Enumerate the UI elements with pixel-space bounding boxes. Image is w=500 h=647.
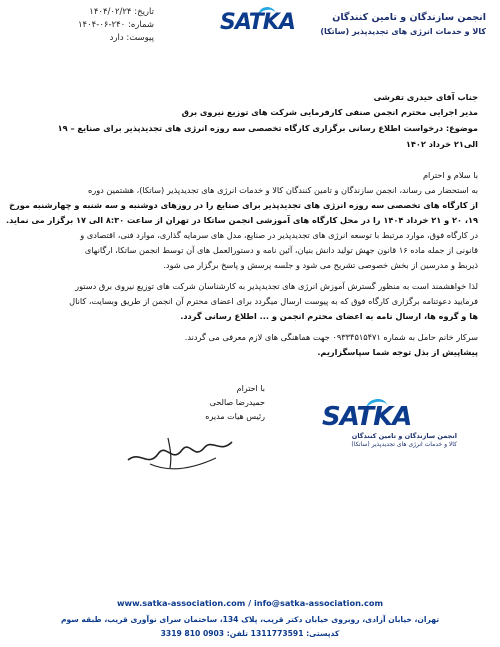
letter-body [6, 168, 478, 360]
footer-contact: کدپستی: 1311773591 تلفن: 0903 810 3319 [160, 629, 340, 638]
stamp-line2: کالا و خدمات انرژی های تجدیدپذیر (ساتکا) [351, 441, 457, 448]
paragraph-1-line: از کارگاه های تخصصی سه روزه انرژی های تجدیدپذیر برای صنایع را در روزهای دوشنبه و سه شنبه و چهارشنبه مورخ [9, 200, 478, 210]
paragraph-1-line: قانونی از جمله ماده ۱۶ قانون جهش تولید دانش بنیان، آئین نامه و دستورالعمل های آن توسط انجمن ساتکا، ارگانهای [84, 245, 478, 255]
signature-block [145, 382, 265, 424]
stamp-logo [300, 398, 475, 454]
paragraph-1-line: ذیربط و مدرسین از بخش خصوصی تشریح می شود و جلسه پرسش و پاسخ برگزار می شود. [163, 260, 478, 270]
letter-meta [14, 6, 154, 45]
header-logo [210, 6, 492, 46]
letter-attachment: پیوست: دارد [109, 33, 154, 43]
paragraph-2-line: لذا خواهشمند است به منظور گسترش آموزش انرژی های تجدیدپذیر به کارشناسان شرکت های توزیع نیروی برق دستور [75, 281, 478, 291]
letter-heading [22, 90, 478, 152]
closing: با احترام [236, 384, 265, 393]
logo-wordmark: SATKA [220, 10, 295, 35]
paragraph-2-line: ها و گروه ها، ارسال نامه به اعضای محترم انجمن و ... اطلاع رسانی گردد. [180, 311, 478, 321]
subject-line-cont: الی۲۱ خرداد ۱۴۰۲ [405, 139, 478, 149]
signer-name: حمیدرضا صالحی [209, 398, 265, 407]
paragraph-2-line: فرمایید دعوتنامه برگزاری کارگاه فوق که به پیوست ارسال میگردد برای اعضای محترم آن انجمن از طریق وبسایت، کانال [69, 296, 478, 306]
paragraph-1-line: در کارگاه فوق، موارد مرتبط با توسعه انرژی های تجدیدپذیر در صنایع، مدل های سرمایه گذاری، موارد فنی، اقتصادی و [80, 230, 478, 240]
paragraph-1-line: ۱۹، ۲۰ و ۲۱ خرداد ۱۴۰۴ را در محل کارگاه های آموزشی انجمن ساتکا در تهران از ساعت ۸:۳۰ الی ۱۷ برگزار می نماید. [6, 215, 478, 225]
footer [0, 598, 500, 647]
recipient-name: جناب آقای حیدری تفرشی [373, 92, 478, 102]
signer-title: رئیس هیات مدیره [205, 412, 265, 421]
org-name-line1: انجمن سازندگان و تامین کنندگان [332, 12, 486, 23]
letter-date: تاریخ: ۱۴۰۴/۰۲/۲۴ [89, 7, 154, 17]
paragraph-4: پیشاپیش از بذل توجه شما سپاسگزاریم. [317, 347, 478, 357]
stamp-wordmark: SATKA [322, 402, 412, 432]
handwritten-signature [120, 420, 240, 480]
footer-address: تهران، خیابان آزادی، روبروی خیابان دکتر قریب، پلاک 134، ساختمان سرای نوآوری قریب، طبقه سوم [60, 615, 440, 624]
letter-number: شماره: ۲۴۰-۰۶-۱۴۰۴ [77, 20, 154, 30]
recipient-title: مدیر اجرایی محترم انجمن صنفی کارفرمایی شرکت های توزیع نیروی برق [181, 107, 478, 117]
footer-web-email[interactable]: www.satka-association.com / info@satka-association.com [116, 598, 384, 608]
subject-line: موضوع: درخواست اطلاع رسانی برگزاری کارگاه تخصصی سه روزه انرژی های تجدیدپذیر برای صنایع – ۱۹ [57, 123, 478, 133]
stamp-line1: انجمن سازندگان و تامین کنندگان [351, 432, 457, 440]
paragraph-1-line: به استحضار می رساند، انجمن سازندگان و تامین کنندگان کالا و خدمات انرژی های تجدید‌پذیر (ساتکا)، هشتمین دوره [87, 185, 478, 195]
paragraph-3: سرکار خانم حامل به شماره ۰۹۳۳۴۵۱۵۴۷۱ جهت هماهنگی های لازم معرفی می گردند. [184, 332, 478, 342]
greeting: با سلام و احترام [422, 170, 478, 180]
org-name-line2: کالا و خدمات انرژی های تجدیدپذیر (ساتکا) [320, 27, 486, 36]
